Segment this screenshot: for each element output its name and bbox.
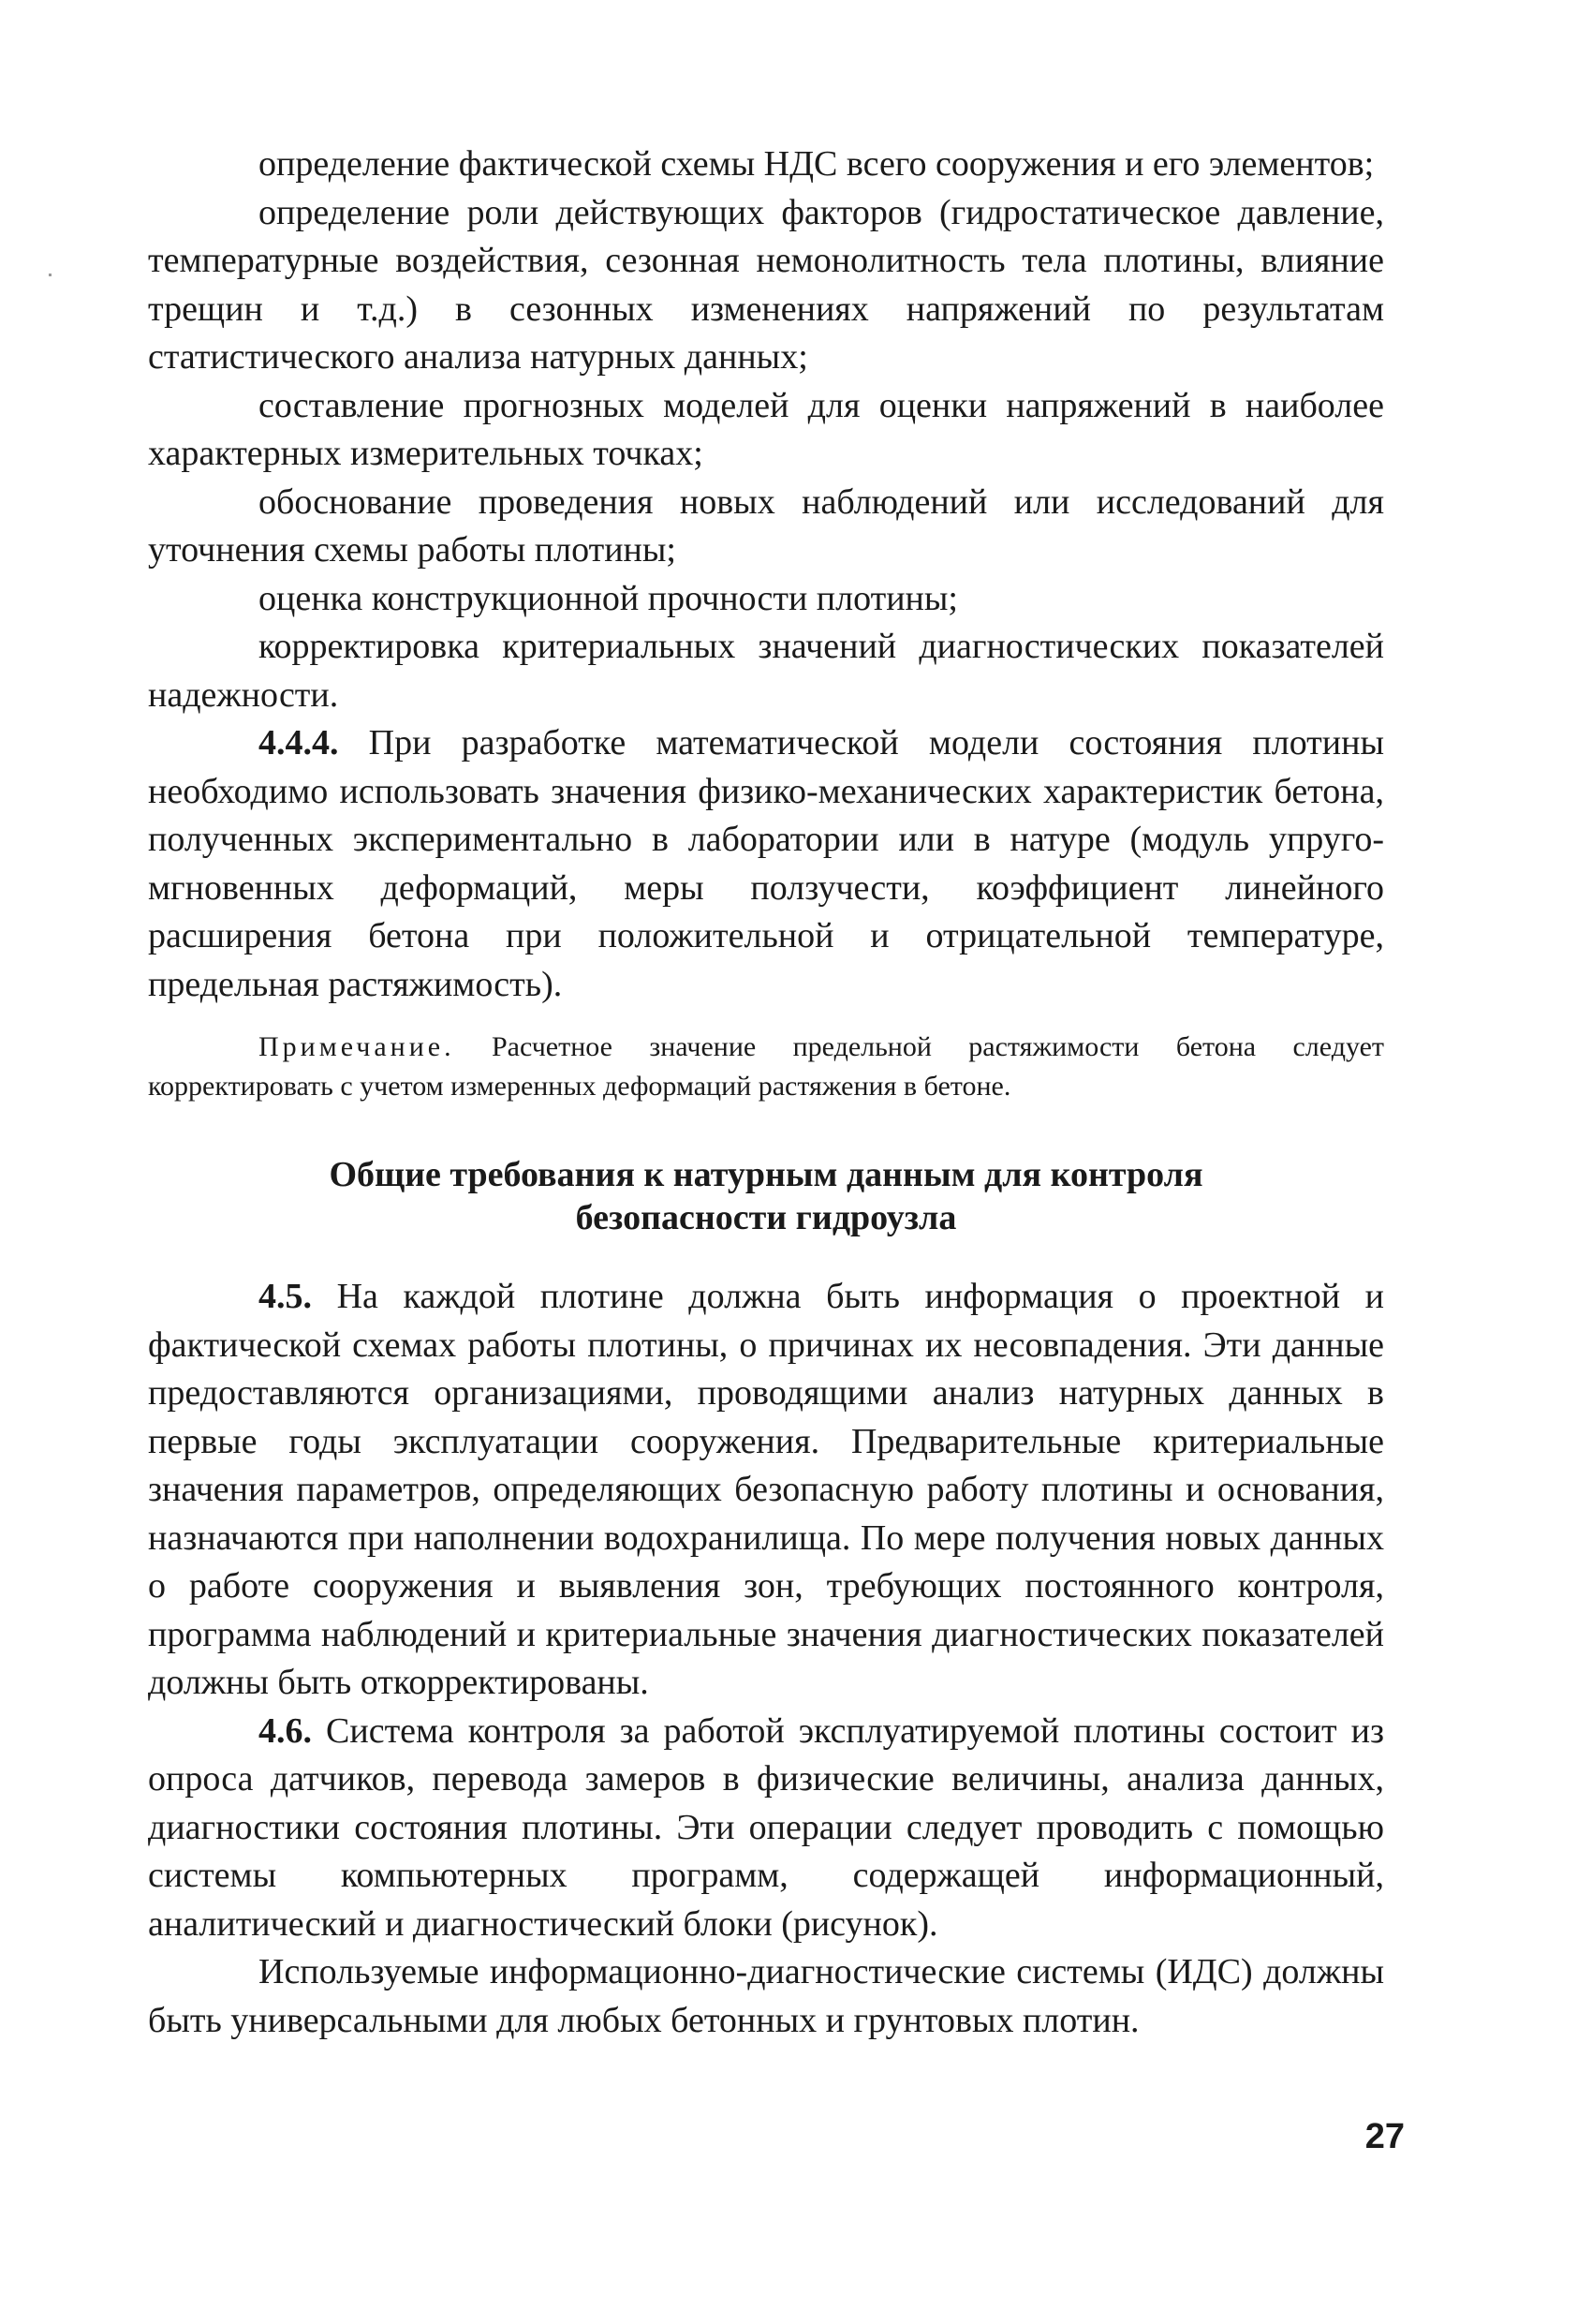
list-item: корректировка критериальных значений диагностических показателей надежности. — [148, 627, 1384, 715]
note-text: Расчетное значение предельной растяжимости бетона следует корректировать с учетом измеренных деформаций растяжения в бетоне. — [148, 1031, 1384, 1102]
clause-text: На каждой плотине должна быть информация о проектной и фактической схемах работы плотины, о причинах их несовпадения. Эти данные предоставляются организациями, проводящими анализ натурных данных в первые годы эксплуатации сооружения. Предварительные критериальные значения параметров, определяющих безопасную работу плотины и основания, назначаются при наполнении водохранилища. По мере получения новых данных о работе сооружения и выявления зон, требующих постоянного контроля, программа наблюдений и критериальные значения диагностических показателей должны быть откорректированы. — [148, 1277, 1385, 1702]
scan-speck — [49, 274, 52, 276]
clause-number: 4.5. — [258, 1277, 312, 1316]
page-number: 27 — [1364, 2117, 1405, 2156]
clause-number: 4.4.4. — [258, 723, 339, 762]
list-item: оценка конструкционной прочности плотины; — [258, 578, 958, 618]
final-paragraph: Используемые информационно-диагностические системы (ИДС) должны быть универсальными для любых бетонных и грунтовых плотин. — [148, 1952, 1384, 2040]
document-page — [148, 141, 1384, 2045]
list-item: обоснование проведения новых наблюдений или исследований для уточнения схемы работы плотины; — [148, 481, 1384, 570]
note — [148, 1028, 1384, 1106]
clause-4-4-4 — [148, 719, 1384, 1009]
section-heading — [148, 1153, 1384, 1239]
section-heading-line-2: безопасности гидроузла — [575, 1198, 957, 1237]
section-heading-line-1: Общие требования к натурным данным для контроля — [329, 1155, 1203, 1194]
clause-4-6 — [148, 1708, 1384, 1949]
clause-text: Система контроля за работой эксплуатируемой плотины состоит из опроса датчиков, перевода замеров в физические величины, анализа данных, диагностики состояния плотины. Эти операции следует проводить с помощью системы компьютерных программ, содержащей информационный, аналитический и диагностический блоки (рисунок). — [148, 1710, 1385, 1944]
list-item: определение роли действующих факторов (гидростатическое давление, температурные воздействия, сезонная немонолитность тела плотины, влияние трещин и т.д.) в сезонных изменениях напряжений по результатам статистического анализа натурных данных; — [148, 192, 1384, 377]
clause-number: 4.6. — [258, 1710, 312, 1751]
note-label: Примечание. — [258, 1031, 455, 1062]
list-item: составление прогнозных моделей для оценки напряжений в наиболее характерных измерительных точках; — [148, 385, 1384, 473]
list-item: определение фактической схемы НДС всего сооружения и его элементов; — [258, 144, 1375, 184]
clause-4-5 — [148, 1273, 1384, 1708]
clause-text: При разработке математической модели состояния плотины необходимо использовать значения физико-механических характеристик бетона, полученных экспериментально в лаборатории или в натуре (модуль упруго-мгновенных деформаций, меры ползучести, коэффициент линейного расширения бетона при положительной и отрицательной температуре, предельная растяжимость). — [148, 723, 1384, 1004]
